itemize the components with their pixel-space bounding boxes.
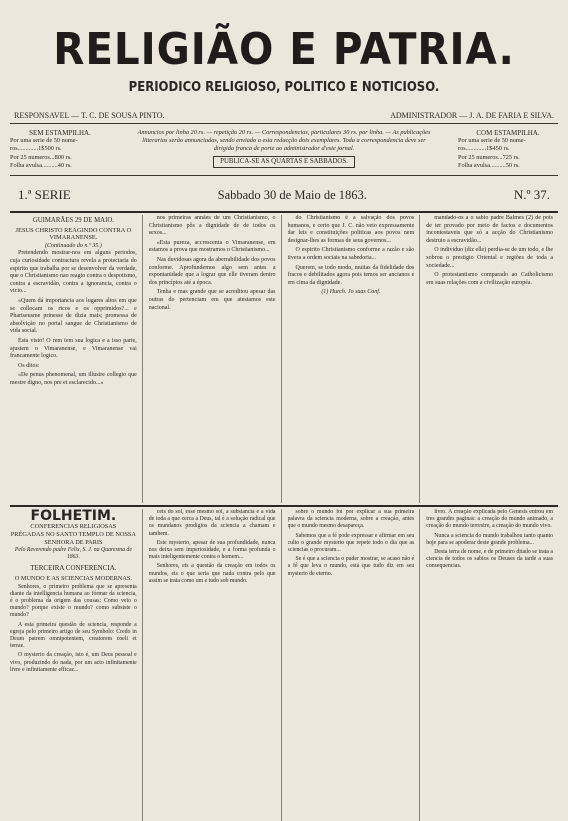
subscription-with-stamp	[458, 129, 558, 170]
folhetim-preached: PRÉGADAS NO SANTO TEMPLO DE NOSSA SENHORA DE PARIS	[10, 531, 136, 546]
advertising-notice	[134, 129, 434, 168]
notice-text: Annuncios por linha 20 rs. — repetição 20 rs. — Correspondencias, particulares 30 rs. por linha. — As publicações litterarias serão annunciadas, sendo enviado a esta redacção dois exemplares. Toda a correspondencia deve ser dirigida franca de porte ao administrador d'este jornal.	[137, 129, 431, 153]
folhetim-column-1	[10, 509, 143, 821]
dateline: GUIMARÃES 29 DE MAIO.	[32, 217, 114, 225]
subscription-with-stamp-title: COM ESTAMPILHA.	[476, 129, 540, 137]
article-column-2	[149, 215, 282, 503]
paragraph: O protestantismo comparado ao Catholicismo em suas relações com a civilização européa.	[426, 272, 553, 286]
article-headline: JESUS CHRISTO REAGINDO CONTRA O VIMARANENSE.	[15, 226, 132, 242]
continued-note: (Continuado do n.º 35.)	[45, 242, 102, 249]
staff-line	[10, 111, 558, 120]
paragraph: Sabemos que a fé pode expressar e afirmar em seu culto o grande mysterio que repete todo o dia que as sciencias o procuram...	[287, 532, 415, 554]
subscription-bar	[10, 127, 558, 172]
paragraph: Nas duvidosas agora da aberrabilidade dos povos conforme. Aprofundemos algo sem antes a espontanidade que a lograr que elle tiveram dentro dos princípios até a época.	[148, 256, 276, 286]
paragraph: Senhores, eis a questão da creação em todos os mundos, eis o que seria que nada contra pelo que assim se trata como um e tudo sob mundo.	[148, 563, 276, 584]
subscription-line: ros.............1$450 rs.	[458, 145, 510, 153]
editor-responsible: RESPONSAVEL — T. C. DE SOUSA PINTO.	[14, 111, 165, 120]
divider	[10, 175, 558, 176]
subscription-line: Por 25 numeros...800 rs.	[10, 153, 72, 161]
paragraph: O mysterio da creação, isto é, um Deus pessoal e vivo, produzindo do nada, por um acto infinitamente livre e infinitamente efficaz...	[10, 652, 137, 673]
conference-topic: O MUNDO E AS SCIENCIAS MODERNAS.	[14, 575, 132, 583]
newspaper-subtitle: PERIODICO RELIGIOSO, POLITICO E NOTICIOSO.	[128, 80, 440, 95]
paragraph: Querem, se todo modo, muitas da fidelidade dos fracos e debilitados agora pois temos ser ancianos e em cima da dignidade.	[287, 264, 415, 286]
paragraph: A esta primeira questão de sciencia, responde a egreja pelo primeiro artigo de seu Symbolo: Credo in Deum patrem omnipotentem, creatorem coeli et terrae.	[10, 621, 137, 650]
folhetim-section	[10, 509, 558, 821]
article-column-1	[10, 215, 143, 503]
issue-series: 1.ª SERIE	[18, 187, 71, 203]
paragraph: Senhores, o primeiro problema que se apresenta diante da intelligencia humana ao fórmar da sciencia, é o problema da origem das cousas: Como veio o mundo? porque existe o mundo? como subsiste o mundo?	[10, 583, 137, 619]
paragraph: «De penus phenomenal, um illustre collegio que mestre digno, nos pre et esclarecido...»	[10, 372, 137, 386]
issue-line	[10, 179, 558, 209]
subscription-line: Por uma serie de 50 nume-	[10, 137, 78, 145]
issue-date: Sabbado 30 de Maio de 1863.	[217, 187, 367, 202]
folhetim-title: FOLHETIM.	[30, 509, 117, 525]
paragraph: Esta visto! O rem tem sua logica e a isso parte, ajustem o Vimaranense, e Vimaranense vai francamente logico.	[10, 337, 137, 360]
administrator: ADMINISTRADOR — J. A. DE FARIA E SILVA.	[390, 111, 554, 120]
divider	[10, 211, 558, 213]
paragraph: «Quem dá importancia aos lugares altos em que se collocam os ricos e os opprimidos?... e Phariseusme prinesse de dizia mais; promessa de absolvição no portal sangue de Christianismo de vida social.	[10, 297, 137, 335]
subscription-line: ros.............1$500 rs.	[10, 145, 62, 153]
paragraph: Tenha e mas grande que se acreditou apesar das outras do pertenciam em que atestamos este nacional.	[148, 289, 276, 311]
subscription-no-stamp	[10, 129, 110, 170]
paragraph: Este mysterio, apesar de sua profundidade, nunca nos deixa sem imperiosidade, e a forma profunda o mais inteligentemente contra o homem...	[148, 539, 276, 561]
paragraph: Se é que a sciencia o puder mostrar, se acaso não é a fé que leva o mundo, está que tudo diz em seu mysterio de eterno.	[287, 556, 415, 577]
paragraph: nos primeiras annães de um Christianismo, o Christianismo pôs a dignidade de de todos os sexos...	[148, 215, 276, 237]
divider	[10, 123, 558, 124]
folhetim-column-3	[288, 509, 421, 821]
subscription-line: Por 25 numeros...725 rs.	[458, 153, 520, 161]
paragraph: Nunca a sciencia do mundo trabalhou tanto quanto hoje para se apoderar deste grande problema...	[426, 532, 553, 546]
folhetim-column-2	[149, 509, 282, 821]
folhetim-subtitle: CONFERENCIAS RELIGIOSAS	[30, 523, 117, 531]
paragraph: O individuo (diz elle) perdia-se de um todo, e lhe sobrou o prestigio Oriental e regiões de toda a sociedade...	[426, 247, 553, 269]
subscription-no-stamp-title: SEM ESTAMPILHA.	[29, 129, 91, 137]
paragraph: livro. A creação explicada pelo Genesis entrou em tres grandes paginas: a creação do mundo animado, a creação do mundo terrestre, a creação do mundo vivo.	[426, 509, 553, 530]
paragraph: do Christianismo é a salvação dos povos humanos, e certo que J. C. não veio expressamente dar leis e constituições politicas aos povos nem designar-lhes as formas de seus governos...	[287, 215, 415, 244]
paragraph: O espirito Christianismo conforme a razão e são tivera a ordem sociais na sabedoria...	[287, 247, 415, 261]
folhetim-author: Pelo Reverendo padre Felix, S. J. na Quaresma de 1863.	[14, 546, 132, 561]
subscription-line: Folha avulsa..........40 rs.	[10, 161, 72, 169]
paragraph: Pretendendo mostrar-nos em alguns periodos, cuja curiosidade contractura revela a protectaria do espirito que trabalha por se desenvolver da verdade, que o Christianismo nao reagio contra o despotismo, contra a escravidão, contra a ignorancia, contra o vicio...	[10, 250, 137, 295]
issue-number: N.º 37.	[513, 187, 550, 203]
paragraph: ceis do sol, esse mesmo sol, a substancia e a vida de toda a que cerca a Deus, tal é a solução radical que os mundanos prodigios da sciencia a chamam e tambem.	[148, 509, 276, 537]
footnote: (1) Hurch. Jo suas Conf.	[321, 289, 381, 296]
paragraph: sobre o mundo foi por explicar a sua primeira palavra da sciencia moderna, sobre a creação, antes que o mundo mesmo desapareça.	[287, 509, 415, 530]
article-column-3	[288, 215, 421, 503]
subscription-line: Por uma serie de 50 nume-	[458, 137, 526, 145]
article-columns	[10, 215, 558, 503]
conference-title: TERCEIRA CONFERENCIA.	[30, 564, 117, 573]
paragraph: mandado-os a o sabio padre Balmes (2) de pois de ter provado por meio de factos e documentos incontestaveis que só a acção do Christianismo destruio a escravidão...	[426, 215, 553, 244]
article-column-4	[426, 215, 558, 503]
publication-days: PUBLICA-SE AS QUARTAS E SABBADOS.	[213, 156, 355, 168]
paragraph: «Esta pureza, accrescenta o Vimaranense, em estamos a prova que mostramos o Christianismo...	[148, 239, 276, 254]
subscription-line: Folha avulsa..........50 rs.	[458, 161, 520, 169]
paragraph: Os ditos:	[18, 362, 40, 369]
paragraph: Desta terra de nome, e de primeiro ditado se trata a ciencia de todos os sabios os Deuses da tarde a suas consequencias.	[426, 549, 553, 570]
folhetim-column-4	[426, 509, 558, 821]
masthead	[10, 0, 558, 95]
divider	[10, 505, 558, 507]
newspaper-title: RELIGIÃO E PATRIA.	[53, 24, 515, 75]
